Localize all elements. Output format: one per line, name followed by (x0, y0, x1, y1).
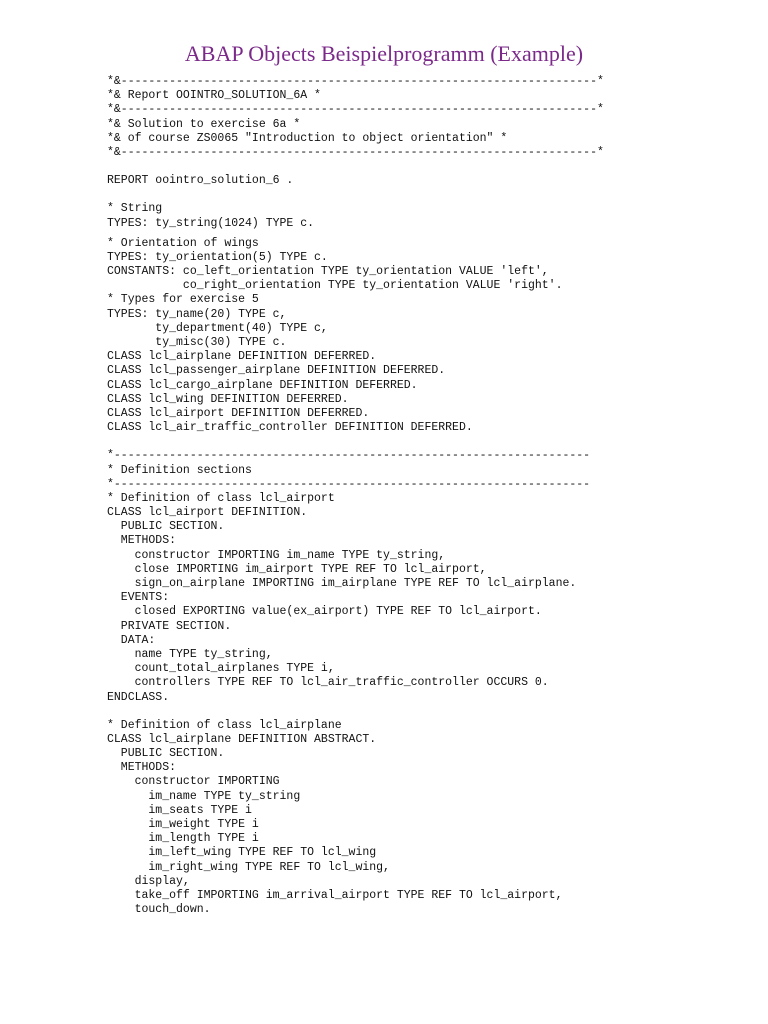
code-line: *&---------------------------------------------------------------------* (107, 145, 604, 159)
code-line: ENDCLASS. (107, 690, 170, 704)
code-line: PUBLIC SECTION. (107, 520, 225, 534)
code-line: PRIVATE SECTION. (107, 619, 232, 633)
code-line: METHODS: (107, 534, 177, 548)
code-line: controllers TYPE REF TO lcl_air_traffic_controller OCCURS 0. (107, 676, 549, 690)
code-line: * Definition of class lcl_airport (107, 491, 335, 505)
block-spacer (107, 435, 604, 449)
code-line: constructor IMPORTING (107, 775, 280, 789)
code-line: TYPES: ty_string(1024) TYPE c. (107, 216, 315, 230)
code-line: * Types for exercise 5 (107, 293, 259, 307)
block-spacer (107, 188, 604, 202)
code-line: CLASS lcl_air_traffic_controller DEFINITION DEFERRED. (107, 421, 473, 435)
code-line: constructor IMPORTING im_name TYPE ty_string, (107, 548, 446, 562)
code-line: * Definition of class lcl_airplane (107, 718, 342, 732)
block-spacer (107, 705, 604, 719)
code-line: im_name TYPE ty_string (107, 789, 301, 803)
code-line: touch_down. (107, 903, 211, 917)
code-line: im_right_wing TYPE REF TO lcl_wing, (107, 860, 390, 874)
code-line: name TYPE ty_string, (107, 647, 273, 661)
code-line: PUBLIC SECTION. (107, 747, 225, 761)
code-line: im_weight TYPE i (107, 818, 259, 831)
code-line: co_right_orientation TYPE ty_orientation VALUE 'right'. (107, 279, 563, 293)
code-line: * Definition sections (107, 463, 252, 477)
code-line: CONSTANTS: co_left_orientation TYPE ty_orientation VALUE 'left', (107, 265, 549, 279)
code-block (107, 719, 604, 918)
code-line: *--------------------------------------------------------------------- (107, 449, 591, 463)
code-line: *--------------------------------------------------------------------- (107, 477, 591, 491)
code-line: CLASS lcl_passenger_airplane DEFINITION DEFERRED. (107, 364, 446, 378)
block-spacer (107, 160, 604, 174)
code-line: *&---------------------------------------------------------------------* (107, 75, 604, 88)
code-line: CLASS lcl_cargo_airplane DEFINITION DEFERRED. (107, 378, 418, 392)
code-line: *& of course ZS0065 "Introduction to object orientation" * (107, 131, 508, 145)
code-line: im_length TYPE i (107, 832, 259, 846)
code-line: display, (107, 874, 190, 888)
code-line: * Orientation of wings (107, 236, 259, 250)
code-block (107, 75, 604, 160)
code-line: TYPES: ty_name(20) TYPE c, (107, 307, 287, 321)
page-title: ABAP Objects Beispielprogramm (Example) (184, 41, 584, 66)
code-line: REPORT oointro_solution_6 . (107, 174, 294, 188)
code-line: TYPES: ty_orientation(5) TYPE c. (107, 250, 328, 264)
code-line: closed EXPORTING value(ex_airport) TYPE REF TO lcl_airport. (107, 605, 542, 619)
code-line: im_seats TYPE i (107, 803, 252, 817)
code-line: CLASS lcl_airplane DEFINITION DEFERRED. (107, 350, 377, 364)
code-line: ty_department(40) TYPE c, (107, 321, 328, 335)
code-line: CLASS lcl_airport DEFINITION. (107, 506, 308, 520)
code-line: im_left_wing TYPE REF TO lcl_wing (107, 846, 377, 860)
code-line: sign_on_airplane IMPORTING im_airplane TYPE REF TO lcl_airplane. (107, 577, 577, 590)
code-block (107, 237, 604, 436)
code-line: take_off IMPORTING im_arrival_airport TYPE REF TO lcl_airport, (107, 888, 563, 902)
code-block (107, 174, 604, 188)
code-line: *& Report OOINTRO_SOLUTION_6A * (107, 89, 321, 103)
code-line: CLASS lcl_airplane DEFINITION ABSTRACT. (107, 732, 377, 746)
code-line: CLASS lcl_wing DEFINITION DEFERRED. (107, 392, 349, 406)
code-block (107, 202, 604, 230)
code-line: *&---------------------------------------------------------------------* (107, 103, 604, 117)
code-line: METHODS: (107, 761, 177, 775)
code-line: DATA: (107, 633, 156, 647)
code-listing (107, 75, 604, 917)
code-line: ty_misc(30) TYPE c. (107, 336, 287, 349)
code-line: close IMPORTING im_airport TYPE REF TO lcl_airport, (107, 562, 487, 576)
code-line: *& Solution to exercise 6a * (107, 117, 301, 131)
code-block (107, 449, 604, 704)
code-line: EVENTS: (107, 591, 170, 605)
code-line: count_total_airplanes TYPE i, (107, 662, 335, 676)
code-line: CLASS lcl_airport DEFINITION DEFERRED. (107, 406, 370, 420)
code-line: * String (107, 202, 163, 216)
